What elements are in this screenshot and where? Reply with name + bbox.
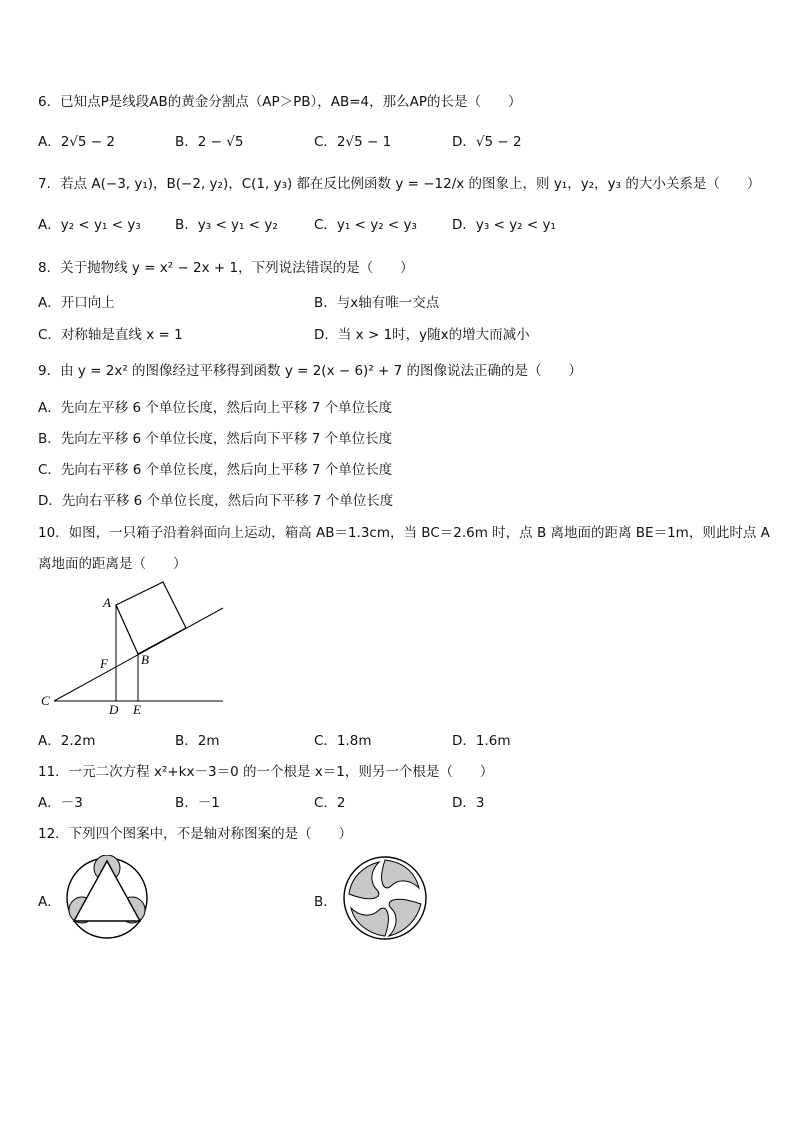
label-f: F bbox=[100, 656, 108, 671]
q6-option-a: A．2√5 − 2 bbox=[38, 134, 115, 150]
q10-stem-line1: 10．如图，一只箱子沿着斜面向上运动，箱高 AB＝1.3cm，当 BC＝2.6m 时，点 B 离地面的距离 BE＝1m，则此时点 A bbox=[38, 525, 770, 541]
q7-option-c: C．y₁ < y₂ < y₃ bbox=[314, 217, 417, 233]
q10-stem-line2: 离地面的距离是（ ） bbox=[38, 556, 187, 572]
q10-option-b: B．2m bbox=[175, 733, 220, 749]
label-b: B bbox=[141, 652, 149, 667]
q7-option-a: A．y₂ < y₁ < y₃ bbox=[38, 217, 141, 233]
q7-stem: 7．若点 A(−3, y₁)，B(−2, y₂)，C(1, y₃) 都在反比例函数 y = −12/x 的图象上，则 y₁，y₂，y₃ 的大小关系是（ ） bbox=[38, 176, 761, 192]
q12-option-b: B． bbox=[314, 894, 337, 910]
q11-option-b: B．－1 bbox=[175, 795, 220, 811]
q10-option-a: A．2.2m bbox=[38, 733, 96, 749]
q6-stem: 6．已知点P是线段AB的黄金分割点（AP＞PB），AB=4，那么AP的长是（ ） bbox=[38, 94, 522, 110]
q6-option-d: D．√5 − 2 bbox=[452, 134, 522, 150]
q10-option-c: C．1.8m bbox=[314, 733, 372, 749]
q10-slope-figure bbox=[36, 578, 236, 718]
q11-stem: 11．一元二次方程 x²+kx－3＝0 的一个根是 x＝1，则另一个根是（ ） bbox=[38, 764, 494, 780]
label-e: E bbox=[133, 702, 141, 717]
q7-option-b: B．y₃ < y₁ < y₂ bbox=[175, 217, 278, 233]
q9-option-b: B．先向左平移 6 个单位长度，然后向下平移 7 个单位长度 bbox=[38, 431, 393, 447]
q11-option-d: D．3 bbox=[452, 795, 485, 811]
q9-option-d: D．先向右平移 6 个单位长度，然后向下平移 7 个单位长度 bbox=[38, 493, 394, 509]
q12-option-a: A． bbox=[38, 894, 61, 910]
pattern-a-figure bbox=[64, 855, 150, 941]
q11-option-a: A．－3 bbox=[38, 795, 83, 811]
q7-option-d: D．y₃ < y₂ < y₁ bbox=[452, 217, 556, 233]
q10-option-d: D．1.6m bbox=[452, 733, 511, 749]
q8-option-a: A．开口向上 bbox=[38, 295, 115, 311]
label-d: D bbox=[109, 702, 119, 717]
q9-option-a: A．先向左平移 6 个单位长度，然后向上平移 7 个单位长度 bbox=[38, 400, 393, 416]
q11-option-c: C．2 bbox=[314, 795, 346, 811]
q8-option-d: D．当 x > 1时，y随x的增大而减小 bbox=[314, 327, 530, 343]
label-c: C bbox=[41, 693, 50, 708]
q8-option-b: B．与x轴有唯一交点 bbox=[314, 295, 440, 311]
box-square bbox=[116, 582, 186, 654]
pattern-b-figure bbox=[341, 854, 429, 942]
q9-option-c: C．先向右平移 6 个单位长度，然后向上平移 7 个单位长度 bbox=[38, 462, 393, 478]
q12-stem: 12．下列四个图案中，不是轴对称图案的是（ ） bbox=[38, 826, 353, 842]
q9-stem: 9．由 y = 2x² 的图像经过平移得到函数 y = 2(x − 6)² + 7 的图像说法正确的是（ ） bbox=[38, 363, 583, 379]
q8-option-c: C．对称轴是直线 x = 1 bbox=[38, 327, 183, 343]
label-a: A bbox=[103, 595, 111, 610]
q8-stem: 8．关于抛物线 y = x² − 2x + 1，下列说法错误的是（ ） bbox=[38, 260, 414, 276]
q6-option-c: C．2√5 − 1 bbox=[314, 134, 392, 150]
q6-option-b: B．2 − √5 bbox=[175, 134, 244, 150]
